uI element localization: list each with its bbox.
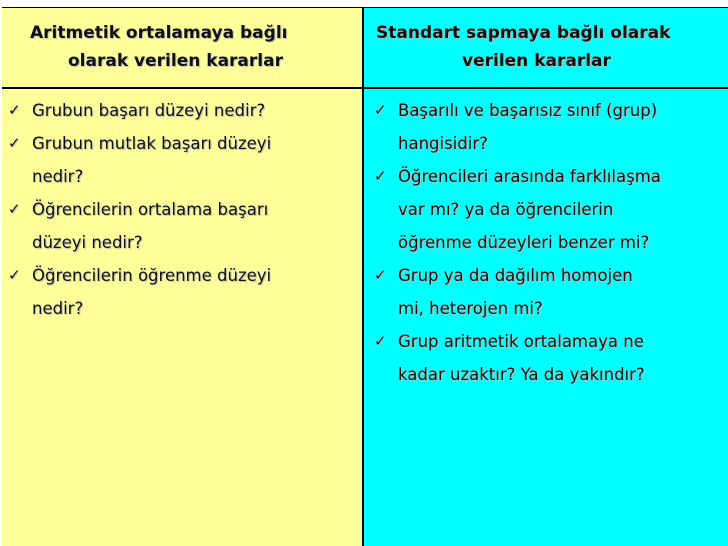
- list-item-text: Öğrencileri arasında farklılaşma: [398, 167, 661, 186]
- check-icon: ✓: [8, 101, 21, 119]
- left-column-header: [2, 7, 362, 87]
- list-item-text: Öğrencilerin ortalama başarı: [32, 200, 269, 219]
- left-decision-list: [6, 94, 358, 325]
- list-item-text: nedir?: [32, 167, 84, 186]
- list-item: [372, 259, 724, 325]
- check-icon: ✓: [8, 134, 21, 152]
- list-item: [6, 94, 358, 127]
- right-header-line2: verilen kararlar: [462, 51, 611, 71]
- list-item-text: Başarılı ve başarısız sınıf (grup): [398, 101, 658, 120]
- left-header-line1: Aritmetik ortalamaya bağlı: [30, 23, 288, 43]
- list-item-text: düzeyi nedir?: [32, 233, 143, 252]
- check-icon: ✓: [374, 332, 387, 350]
- check-icon: ✓: [374, 167, 387, 185]
- column-divider: [362, 7, 364, 546]
- right-decision-list: [372, 94, 724, 391]
- list-item-text: Öğrencilerin öğrenme düzeyi: [32, 266, 272, 285]
- list-item-text: Grubun başarı düzeyi nedir?: [32, 101, 266, 120]
- list-item: [372, 325, 724, 391]
- list-item-text: kadar uzaktır? Ya da yakındır?: [398, 365, 645, 384]
- check-icon: ✓: [374, 266, 387, 284]
- list-item-text: Grup aritmetik ortalamaya ne: [398, 332, 644, 351]
- right-column-header: [364, 7, 728, 87]
- header-divider: [2, 87, 728, 89]
- right-header-line1: Standart sapmaya bağlı olarak: [376, 23, 671, 43]
- list-item: [6, 259, 358, 325]
- list-item: [372, 94, 724, 160]
- check-icon: ✓: [374, 101, 387, 119]
- check-icon: ✓: [8, 200, 21, 218]
- check-icon: ✓: [8, 266, 21, 284]
- list-item-text: Grubun mutlak başarı düzeyi: [32, 134, 272, 153]
- list-item: [6, 127, 358, 193]
- list-item: [372, 160, 724, 259]
- list-item-text: hangisidir?: [398, 134, 488, 153]
- list-item-text: nedir?: [32, 299, 84, 318]
- list-item-text: öğrenme düzeyleri benzer mi?: [398, 233, 650, 252]
- list-item-text: mi, heterojen mi?: [398, 299, 543, 318]
- list-item: [6, 193, 358, 259]
- list-item-text: var mı? ya da öğrencilerin: [398, 200, 614, 219]
- decision-table: [2, 7, 728, 546]
- left-header-line2: olarak verilen kararlar: [68, 51, 283, 71]
- list-item-text: Grup ya da dağılım homojen: [398, 266, 633, 285]
